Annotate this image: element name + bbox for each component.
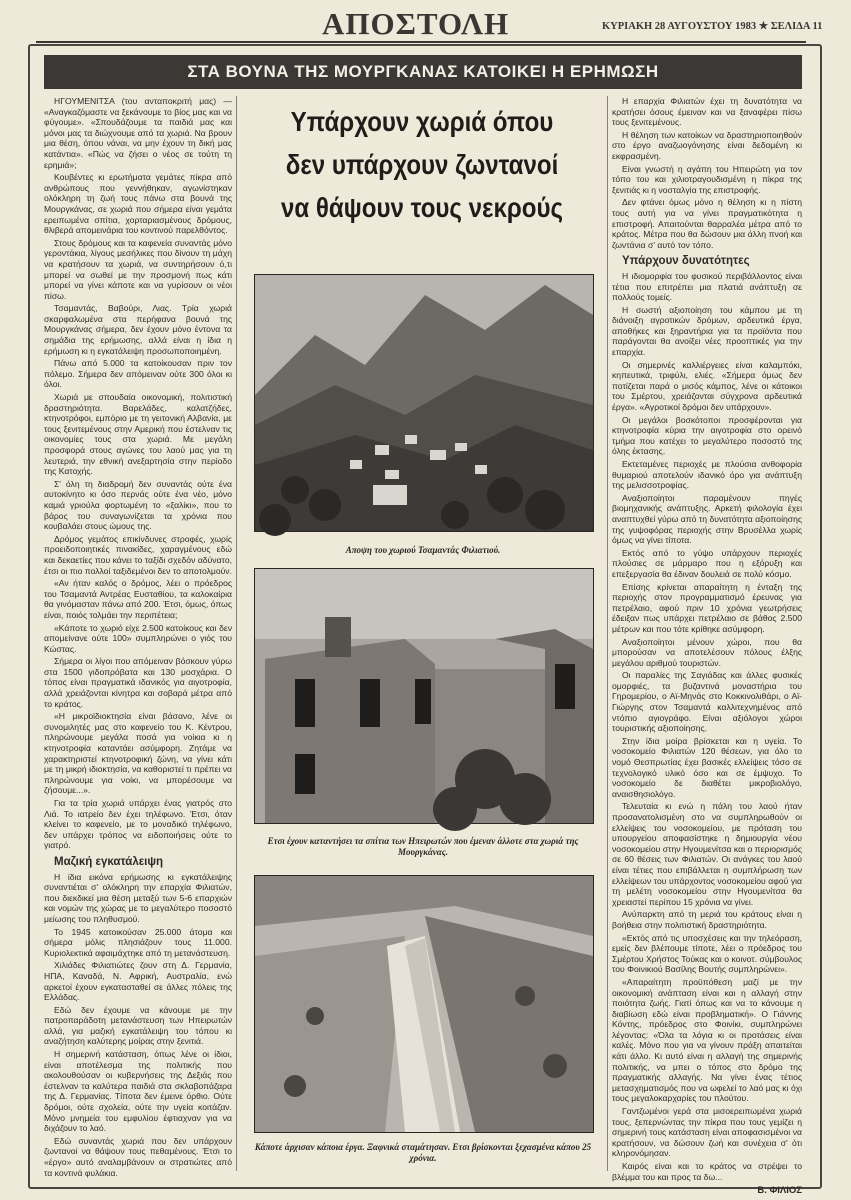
article-paragraph: Ανύπαρκτη από τη μεριά του κράτους είναι η βοήθεια στην πολιτιστική δραστηριότητα. [612, 909, 802, 930]
village-illustration [255, 275, 593, 531]
photo-caption: Κάποτε άρχισαν κάποια έργα. Ξαφνικά σταμάτησαν. Ετσι βρίσκονται ξεχασμένα κάπου 25 χρόνια. [254, 1142, 592, 1163]
article-paragraph: Τσαμαντάς, Βαβούρι, Λιας. Τρία χωριά σκαρφαλωμένα στα περήφανα βουνά της Μουργκάνας σήμερα, δεν έχουν μόνο έντονα τα σημάδια της ερήμωσης, αλλά είναι η ίδια η ερήμωση κι η εγκατάλειψη προσωποποιημένη. [44, 303, 232, 356]
photo-caption: Ετσι έχουν καταντήσει τα σπίτια των Ηπειρωτών που έμεναν άλλοτε στα χωριά της Μουργκάνας. [267, 836, 579, 857]
subheading: Υπάρχουν δυνατότητες [622, 255, 750, 268]
ruined-house-illustration [255, 569, 593, 823]
article-paragraph: Σήμερα οι λίγοι που απόμειναν βόσκουν γύρω στα 1500 γιδοπρόβατα και 130 μοσχάρια. Ο τόπος είναι πραγματικά ιδανικός για αιγοτροφία, αλλά χρειάζονται κίνητρα και σοβαρά μέτρα από το κράτος. [44, 656, 232, 709]
article-paragraph: «Κάποτε το χωριό είχε 2.500 κατοίκους και δεν απομείνανε ούτε 100» συμπληρώνει ο γιός του Κώστας. [44, 622, 232, 654]
article-paragraph: Χωριά με σπουδαία οικονομική, πολιτιστική δραστηριότητα. Βαρελάδες, καλατζήδες, κτηνοτρόφοι, εμπόριο με τη γειτονική Αλβανία, με τους ξενιτεμένους στην Αμερική που έστελναν τις οικονομίες τους στα χωριά. Με μεγάλη προσφορά στους αγώνες του λαού μας για τη λευτεριά, την εθνική ανεξαρτησία στην περίοδο της Κατοχής. [44, 392, 232, 477]
article-paragraph: Καιρός είναι και το κράτος να στρέψει το βλέμμα του και προς τα δω... [612, 1161, 802, 1182]
article-paragraph: Για τα τρία χωριά υπάρχει ένας γιατρός στο Λιά. Το ιατρείο δεν έχει τηλέφωνο. Έτσι, όταν κλείνει το καφενείο, με το μοναδικό τηλέφωνο, δεν υπάρχει τρόπος να ειδοποιήσεις ούτε το γιατρό. [44, 798, 232, 851]
village-photo [254, 274, 594, 532]
author-signature: Β. ΦΙΛΙΟΣ [757, 1185, 802, 1197]
article-paragraph: Αναξιοποίητοι παραμένουν πηγές βιομηχανικής ανάπτυξης. Αρκετή φιλολογία έχει αναπτυχθεί γύρω από τη δυνατότητα αξιοποίησης της γυψοφόρας περιοχής στην Βρυσέλλα χωρίς όμως να γίνει τίποτα. [612, 492, 802, 546]
article-paragraph: Η επαρχία Φιλιατών έχει τη δυνατότητα να κρατήσει όσους έμειναν και να ξαναφέρει πίσω τους ξενιτεμένους. [612, 96, 802, 128]
article-paragraph: Στους δρόμους και τα καφενεία συναντάς μόνο γεροντάκια, λίγους μεσήλικες που δίνουν τη μάχη να κρατήσουν τα χωριά, να συντηρήσουν ό,τι μπορεί να σωθεί με την προσμονή πως κάτι μπορεί να γίνει κάποτε και να γυρίσουν οι νέοι πίσω. [44, 237, 232, 301]
article-paragraph: Είναι γνωστή η αγάπη του Ηπειρώτη για τον τόπο του και χιλιοτραγουδισμένη η πίκρα της ξενιτιάς κι η νοσταλγία της επιστροφής. [612, 163, 802, 195]
article-paragraph: Στην ίδια μοίρα βρίσκεται και η υγεία. Το νοσοκομείο Φιλιατών 120 θέσεων, για όλο το νομό Θεσπρωτίας έχει βασικές ελλείψεις τόσο σε τεχνολογικό υλικό όσο και σε έμψυχο. Το νοσοκομείο δε διαθέτει μικροβιολόγο, αναισθησιολόγο. [612, 735, 802, 799]
left-column [44, 96, 232, 1178]
article-paragraph: «Η μικροϊδιοκτησία είναι βάσανο, λένε οι συνομιλητές μας στο καφενείο του Κ. Κέντρου, πληρώνουμε μεγάλα ποσά για νοίκια κι η κτηνοτροφία καταντάει ασύμφορη. Ζητάμε να χαρακτηριστεί κτηνοτροφική ζώνη, να γίνει κάτι με τη μικρή ιδιοκτησία, να καθοριστεί τι πρέπει να πληρώνουμε για νοίκι, να μπορέσουμε να ζήσουμε...». [44, 711, 232, 796]
article-paragraph: Η σωστή αξιοποίηση του κάμπου με τη διάνοιξη αγροτικών δρόμων, αρδευτικά έργα, αποθήκες και ξηραντήρια για τα προϊόντα που παράγονται θα ανοίξει νέες προοπτικές για την επαρχία. [612, 304, 802, 358]
article-paragraph: ΗΓΟΥΜΕΝΙΤΣΑ (του ανταποκριτή μας) — «Αναγκαζόμαστε να ξεκάνουμε το βίος μας και να φύγουμε». «Σπουδάζουμε τα παιδιά μας και μόνοι μας τα διώχνουμε από τα χωριά. Να βρουν μια θέση, όπου νάναι, να μην έχουν τη δική μας κατάντια». «Πώς να ζήσει ο νέος σε τούτη τη ερημιά»; [44, 96, 232, 170]
article-paragraph: Η ιδιομορφία του φυσικού περιβάλλοντος είναι τέτια που επιτρέπει μια πλατιά ανάπτυξη σε πολλούς τομείς. [612, 270, 802, 303]
headline [265, 100, 578, 229]
article-paragraph: Εκτός από το γύψο υπάρχουν περιοχές πλούσιες σε μάρμαρο που η εξόρυξη και επεξεργασία θα έδιναν δουλειά σε πολύ κόσμο. [612, 547, 802, 579]
article-paragraph: Γαντζωμένοι γερά στα μισοερειπωμένα χωριά τους, ξεπερνώντας την πίκρα που τους γεμίζει η σημερινή τους κατάσταση είναι αποφασισμένοι να κρατήσουν, να δώσουν ζωή και συνέχεια σ' ότι κληρονόμησαν. [612, 1106, 802, 1159]
article-paragraph: Η ίδια εικόνα ερήμωσης κι εγκατάλειψης συναντιέται σ' ολόκληρη την επαρχία Φιλιατών, που διεκδικεί μια θέση μεταξύ των 5-6 επαρχιών και νομών της χώρας με το μεγαλύτερο ποσοστό μείωσης του πληθυσμού. [44, 871, 232, 924]
date-line: ΚΥΡΙΑΚΗ 28 ΑΥΓΟΥΣΤΟΥ 1983 ★ ΣΕΛΙΔΑ 11 [602, 21, 823, 32]
article-paragraph: Οι μεγάλοι βοσκότοποι προσφέρονται για κτηνοτροφία κύρια την αιγοτροφία στο ορεινό τμήμα που κατέχει το μεγαλύτερο ποσοστό της όλης έκτασης. [612, 414, 802, 457]
article-paragraph: Οι σημερινές καλλιέργειες είναι καλαμπόκι, κηπευτικά, τριφύλι, ελιές. «Σήμερα όμως δεν ποτίζεται παρά ο μισός κάμπος, λένε οι κάτοικοι του Σμέρτου, χρειάζονται σύγχρονα αρδευτικά έργα». «Αγροτικοί δρόμοι δεν υπάρχουν». [612, 359, 802, 413]
headline-line: δεν υπάρχουν ζωντανοί [285, 149, 559, 180]
article-paragraph: «Απαραίτητη προϋπόθεση μαζί με την οικονομική ανάπταση είναι και η αλλαγή στην ποιότητα ζωής. Γιατί όπως και να το κάνουμε η διαβίωση εδώ είναι προβληματική». Ο Γιάννης Κόντης, πρόεδρος στο Φοινίκι, συμπληρώνει λέγοντας: «Όλα τα λόγια κι οι προτάσεις είναι καλές. Μόνο που για να γίνουν πράξη απαιτείται κάτι άλλο. Κι αυτό είναι η αλλαγή της σημερινής πολιτικής, να μπει ο τόπος στο δρόμο της πραγματικής αλλαγής. Να γίνει ένας τέτιος μετασχηματισμός που να ωφελεί το λαό μας κι όχι τους μεγαλοκαρχαρίες του πλούτου. [612, 976, 802, 1104]
subheading: Μαζική εγκατάλειψη [54, 855, 164, 868]
article-paragraph: Δεν φτάνει όμως μόνο η θέληση κι η πίστη τους αυτή για να γίνει πραγματικότητα η επιστροφή. Απαιτούνται θαρραλέα μέτρα από το κράτος. Μέτρα που θα δώσουν μια άλλη πνοή και ζωντάνια σ' αυτό τον τόπο. [612, 197, 802, 250]
newspaper-title: ΑΠΟΣΤΟΛΗ [322, 6, 510, 41]
article-paragraph: Επίσης κρίνεται απαραίτητη η ένταξη της περιοχής στον προγραμματισμό έρευνας για πετρέλαιο, αφού πριν 10 χρόνια γεωτρήσεις έδειξαν πως υπάρχει πετρέλαιο σε βάθος 2.500 μέτρων και που τότε κρίθηκε ασύμφορη. [612, 581, 802, 634]
article-paragraph: Η σημερινή κατάσταση, όπως λένε οι ίδιοι, είναι αποτέλεσμα της πολιτικής που ακολουθούσαν οι κυβερνήσεις της Δεξιάς που έστελναν τα καλύτερα παιδιά στα σκλαβοπάζαρα της Δ. Γερμανίας. Τίποτα δεν έμεινε όρθιο. Ούτε δρόμοι, ούτε σχολεία, ούτε την υγεία κοιτάζαν. Μόνο μνημεία του εμφυλίου έφτιαχναν για να διχάζουν το λαό. [44, 1049, 232, 1134]
article-paragraph: Πάνω από 5.000 τα κατοίκουσαν πριν τον πόλεμο. Σήμερα δεν απόμειναν ούτε 300 όλοι κι όλοι. [44, 358, 232, 390]
column-divider [607, 96, 608, 1171]
article-paragraph: Οι παραλίες της Σαγιάδας και άλλες φυσικές ομορφιές, τα βυζαντινά μοναστήρια του Γηρομερίου, ο Αϊ-Μηνάς στο Κοκκινολιθάρι, ο Αϊ-Γιώργης στον Τσαμαντά καλλιτεχνημένος από ντόπιο αγιογράφο. Είναι αξιόλογοι χώροι τουριστικής αξιοποίησης. [612, 670, 802, 734]
article-paragraph: Εδώ συναντάς χωριά που δεν υπάρχουν ζωντανοί να θάψουν τους πεθαμένους. Έτσι το «έργο» αυτό αναλαμβάνουν οι στρατιώτες από τα κοντινά φυλάκια. [44, 1135, 232, 1178]
right-column [612, 96, 802, 1197]
article-paragraph: Χιλιάδες Φιλιατιώτες ζουν στη Δ. Γερμανία, ΗΠΑ, Καναδά, Ν. Αφρική, Αυστραλία, ενώ αρκετοί έχουν εγκατασταθεί σε άλλες πόλεις της Ελλάδας. [44, 960, 232, 1003]
ruined-house-photo [254, 568, 594, 824]
headline-line: Υπάρχουν χωριά όπου [290, 106, 554, 137]
abandoned-works-photo [254, 875, 594, 1133]
masthead-rule [36, 41, 806, 43]
article-paragraph: Εδώ δεν έχουμε να κάνουμε με την πατροπαράδοτη μετανάστευση των Ηπειρωτών αλλά, για μαζική εγκατάλειψη του τόπου κι αναζήτηση καλύτερης μοίρας στην ξενιτιά. [44, 1004, 232, 1047]
article-paragraph: Τελευταία κι ενώ η πάλη του λαού ήταν προσανατολισμένη στο να συμπληρωθούν οι ελλείψεις του νοσοκομείου, με πρόταση του υπουργείου αποφασίστηκε η δημιουργία νέου νοσοκομείου στην Ηγουμενίτσα και ο περιορισμός σε 60 θέσεις των Φιλιατών. Οι ανάγκες του λαού είναι τέτιες που επιβάλλεται η συμπλήρωση των ελλείψεων του υπάρχοντος νοσοκομείου αφού για τη μελέτη νοσοκομείου στην Ηγουμενίτσα θα χρειαστεί περίπου 15 χρόνια να γίνει. [612, 801, 802, 907]
article-paragraph: Κουβέντες κι ερωτήματα γεμάτες πίκρα από ανθρώπους που γεννήθηκαν, αγωνίστηκαν ολόκληρη τη ζωή τους πάνω στα βουνά της Μουργκάνας, σε χωριά που σήμερα είναι γεμάτα ερειπωμένα σπίτια, χορταριασμένους δρόμους, θλιβερά απομεινάρια του κοντινού παρελθόντος. [44, 172, 232, 236]
article-paragraph: «Αν ήταν καλός ο δρόμος, λέει ο πρόεδρος του Τσαμαντά Αντρέας Ευσταθίου, τα καλοκαίρια θα γινόμασταν πάνω από 200. Έτσι, όμως, όπως είναι, ποιός τολμάει την περιπέτεια; [44, 578, 232, 620]
masthead [0, 0, 851, 46]
abandoned-works-illustration [255, 876, 593, 1132]
photo-caption: Αποψη του χωριού Τσαμαντάς Φιλιατιού. [345, 545, 501, 555]
article-paragraph: Σ' όλη τη διαδρομή δεν συναντάς ούτε ένα αυτοκίνητο κι όσο περνάς ούτε ένα νέο, μόνο καμιά γριούλα φορτωμένη το «ξαλίκι», που το βάρος του συναγωνίζεται τα χρόνια που κουβαλάει στους ώμους της. [44, 478, 232, 532]
article-paragraph: Αναξιοποίητοι μένουν χώροι, που θα μπορούσαν να αποτελέσουν πόλους έλξης μεγάλου αριθμού τουριστών. [612, 636, 802, 668]
article-paragraph: Δρόμος γεμάτος επικίνδυνες στροφές, χωρίς προειδοποιητικές πινακίδες, χαραγμένους εδώ και δεκαετίες που κάνει το ταξίδι σχεδόν αδύνατο, έτσι οι πιο πολλοί ταξιδεμένοι δεν το αποτολμούν. [44, 533, 232, 576]
article-paragraph: Το 1945 κατοικούσαν 25.000 άτομα και σήμερα μόλις πλησιάζουν τους 11.000. Κυριολεκτικά αφαιμάχτηκε από τη μετανάστευση. [44, 926, 232, 958]
article-paragraph: Εκτεταμένες περιοχές με πλούσια ανθοφορία θυμαριού αποτελούν ιδανικό όρο για ανάπτυξη της μελισσοτροφίας. [612, 459, 802, 491]
headline-line: να θάψουν τους νεκρούς [280, 192, 564, 223]
article-paragraph: «Εκτός από τις υποσχέσεις και την τηλεόραση, εμείς δεν βλέπουμε τίποτε, λέει ο πρόεδρος του Σμέρτου Χρήστος Τούκας και ο κοινοτ. σύμβουλος του Φοινικιού Βασίλης Βουτής συμπληρώνει». [612, 932, 802, 975]
column-divider [236, 96, 237, 1171]
section-banner: ΣΤΑ ΒΟΥΝΑ ΤΗΣ ΜΟΥΡΓΚΑΝΑΣ ΚΑΤΟΙΚΕΙ Η ΕΡΗΜΩΣΗ [44, 55, 802, 89]
article-paragraph: Η θέληση των κατοίκων να δραστηριοποιηθούν στο έργο αναζωογόνησης είναι δεδομένη κι εκφρασμένη. [612, 129, 802, 161]
